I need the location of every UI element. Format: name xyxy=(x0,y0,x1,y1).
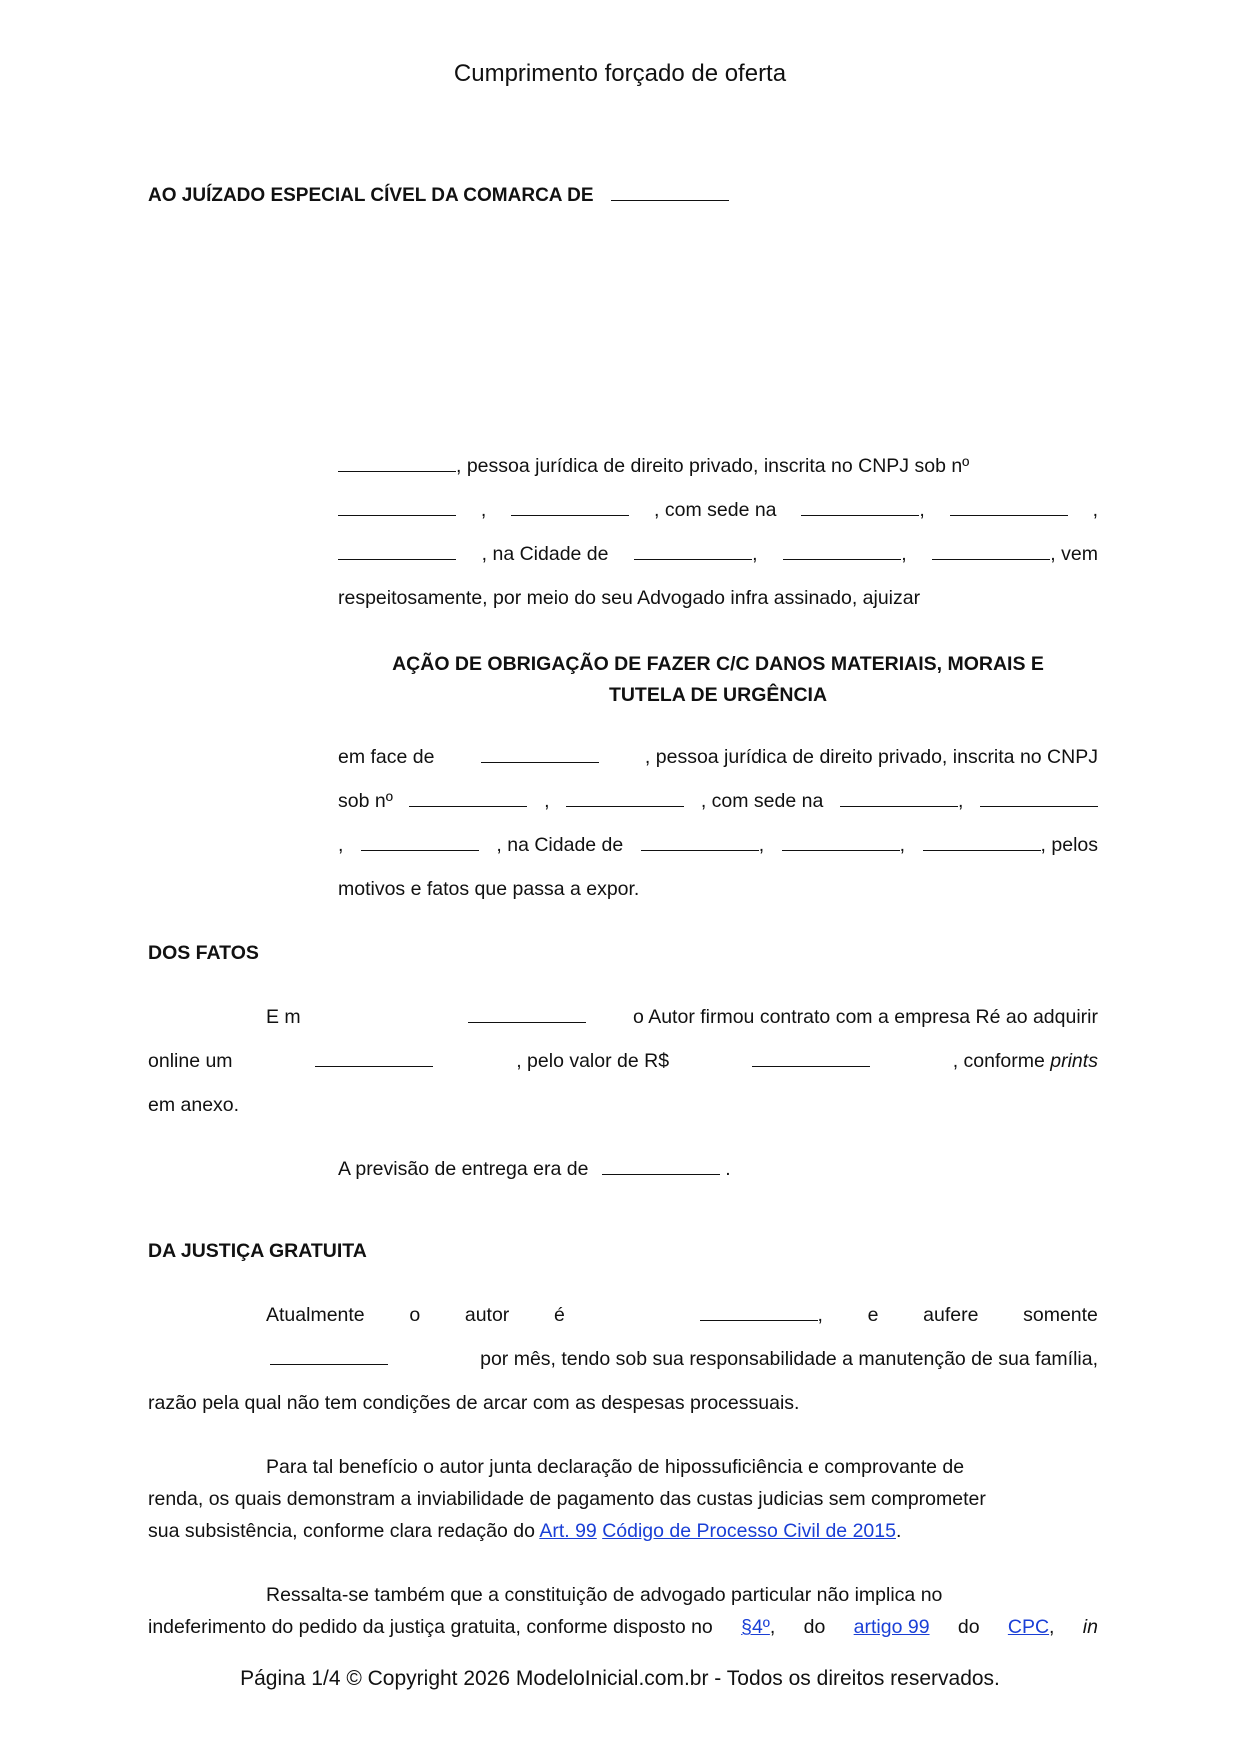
plaintiff-vem-text: , vem xyxy=(1050,543,1098,565)
defendant-sede-label: , com sede na xyxy=(700,790,824,812)
plaintiff-line-1 xyxy=(338,455,969,478)
cnpj-blank-2 xyxy=(511,501,629,516)
defendant-line-1-text: , pessoa jurídica de direito privado, inscrita no CNPJ xyxy=(644,746,1098,768)
paragraph-4-link[interactable]: §4º xyxy=(741,1616,770,1638)
justice-p2-line-3 xyxy=(148,1520,901,1543)
justice-word: somente xyxy=(1023,1304,1098,1326)
plaintiff-name-blank xyxy=(338,457,456,472)
profession-blank xyxy=(700,1306,818,1321)
facts-conforme: , conforme xyxy=(952,1050,1045,1072)
state-blank-group: , xyxy=(783,543,906,566)
action-title-line-1: AÇÃO DE OBRIGAÇÃO DE FAZER C/C DANOS MATERIAIS, MORAIS E xyxy=(392,653,1044,675)
facts-valor: , pelo valor de R$ xyxy=(516,1050,670,1072)
district-blank xyxy=(338,545,456,560)
justice-p3-line-1 xyxy=(148,1584,1098,1607)
facts-date-group xyxy=(468,1006,586,1029)
justice-in: in xyxy=(1082,1616,1098,1638)
justice-p1-line-2-text: por mês, tendo sob sua responsabilidade a manutenção de sua família, xyxy=(480,1348,1098,1370)
address-blank-group: , xyxy=(801,499,924,522)
facts-p1-line-1 xyxy=(266,1006,1098,1029)
paragraph-link-group: §4º, xyxy=(741,1616,776,1638)
address-blank xyxy=(801,501,919,516)
delivery-date-blank xyxy=(602,1160,720,1175)
facts-p1-rest: o Autor firmou contrato com a empresa Ré ao adquirir xyxy=(633,1006,1098,1028)
facts-value-blank xyxy=(752,1052,870,1067)
document-header-title: Cumprimento forçado de oferta xyxy=(453,60,787,87)
defendant-city-blank xyxy=(641,836,759,851)
facts-p2 xyxy=(338,1158,731,1181)
plaintiff-line-3 xyxy=(338,543,1098,566)
facts-product-group xyxy=(315,1050,433,1073)
section-heading-justice: DA JUSTIÇA GRATUITA xyxy=(148,1240,367,1262)
plaintiff-line-2 xyxy=(338,499,1098,522)
justice-do: do xyxy=(957,1616,980,1638)
plaintiff-line-4: respeitosamente, por meio do seu Advogado infra assinado, ajuizar xyxy=(338,587,921,609)
profession-group: , xyxy=(700,1304,823,1327)
court-heading xyxy=(148,185,729,207)
defendant-district-blank xyxy=(361,836,479,851)
defendant-state-blank xyxy=(782,836,900,851)
cpc-link-group: CPC, xyxy=(1007,1616,1055,1638)
facts-p1-line-2 xyxy=(148,1050,1098,1073)
city-blank xyxy=(634,545,752,560)
plaintiff-sede-label: , com sede na xyxy=(654,499,777,521)
facts-value-group xyxy=(752,1050,870,1073)
defendant-line-1 xyxy=(338,746,1098,769)
justice-word: Atualmente xyxy=(266,1304,365,1326)
cpc-link[interactable]: CPC xyxy=(1007,1616,1050,1638)
justice-word: e xyxy=(867,1304,879,1326)
action-title xyxy=(338,649,1098,711)
facts-p2-text: A previsão de entrega era de xyxy=(338,1158,589,1180)
section-heading-facts: DOS FATOS xyxy=(148,942,259,964)
justice-p3-line-1-text: Ressalta-se também que a constituição de advogado particular não implica no xyxy=(266,1584,943,1606)
court-heading-text: AO JUÍZADO ESPECIAL CÍVEL DA COMARCA DE xyxy=(148,185,594,206)
artigo-99-link[interactable]: artigo 99 xyxy=(853,1616,930,1638)
defendant-cidade-label: , na Cidade de xyxy=(496,834,624,856)
city-blank-group: , xyxy=(634,543,757,566)
period: . xyxy=(719,1158,731,1180)
facts-date-blank xyxy=(468,1008,586,1023)
income-blank xyxy=(270,1350,388,1365)
plaintiff-cidade-label: , na Cidade de xyxy=(481,543,609,565)
justice-do: do xyxy=(803,1616,826,1638)
justice-word: é xyxy=(553,1304,565,1326)
plaintiff-line-1-text: , pessoa jurídica de direito privado, inscrita no CNPJ sob nº xyxy=(456,455,970,477)
defendant-address-blank-2 xyxy=(980,792,1098,807)
defendant-cnpj-blank-2 xyxy=(566,792,684,807)
justice-p2-line-2: renda, os quais demonstram a inviabilidade de pagamento das custas judicias sem comprometer xyxy=(148,1488,986,1510)
cep-blank xyxy=(932,545,1050,560)
defendant-address-group: , xyxy=(840,790,963,813)
comma: , xyxy=(480,499,487,521)
justice-word: autor xyxy=(464,1304,510,1326)
justice-word: o xyxy=(409,1304,421,1326)
facts-conforme-group xyxy=(953,1050,1098,1073)
justice-p1-line-1 xyxy=(266,1304,1098,1327)
state-blank xyxy=(783,545,901,560)
comma: , xyxy=(338,834,344,856)
justice-p2-line-1 xyxy=(148,1456,1098,1479)
period: . xyxy=(895,1520,902,1542)
facts-p1-line-3: em anexo. xyxy=(148,1094,240,1116)
defendant-pelos-text: , pelos xyxy=(1040,834,1098,856)
justice-word: aufere xyxy=(923,1304,979,1326)
defendant-prefix: em face de xyxy=(338,746,435,768)
defendant-line-2 xyxy=(338,790,1098,813)
defendant-cep-blank xyxy=(923,836,1041,851)
facts-prints: prints xyxy=(1050,1050,1098,1072)
comma: , xyxy=(1092,499,1098,521)
defendant-line-4: motivos e fatos que passa a expor. xyxy=(338,878,640,900)
justice-p1-line-2 xyxy=(270,1348,1098,1371)
defendant-state-group: , xyxy=(782,834,905,857)
defendant-line-3 xyxy=(338,834,1098,857)
defendant-city-group: , xyxy=(641,834,764,857)
defendant-address-blank xyxy=(840,792,958,807)
justice-p1-line-3: razão pela qual não tem condições de arcar com as despesas processuais. xyxy=(148,1392,800,1414)
cep-blank-group xyxy=(932,543,1098,566)
comma: , xyxy=(544,790,550,812)
facts-product-blank xyxy=(315,1052,433,1067)
defendant-cnpj-blank xyxy=(409,792,527,807)
cpc-2015-link[interactable]: Código de Processo Civil de 2015 xyxy=(602,1520,896,1542)
comarca-blank xyxy=(611,186,729,201)
facts-em: E m xyxy=(266,1006,301,1028)
defendant-cnpj-label: sob nº xyxy=(338,790,393,812)
facts-online: online um xyxy=(148,1050,233,1072)
justice-p3-line-2 xyxy=(148,1616,1098,1639)
justice-p3-line-2-text: indeferimento do pedido da justiça gratuita, conforme disposto no xyxy=(148,1616,713,1638)
defendant-cep-group xyxy=(923,834,1098,857)
action-title-line-2: TUTELA DE URGÊNCIA xyxy=(608,684,828,706)
page-footer: Página 1/4 © Copyright 2026 ModeloInicial.com.br - Todos os direitos reservados. xyxy=(240,1667,1000,1690)
justice-p2-line-3-text: sua subsistência, conforme clara redação do xyxy=(148,1520,535,1542)
cnpj-blank xyxy=(338,501,456,516)
defendant-name-blank xyxy=(481,748,599,763)
address-blank-2 xyxy=(950,501,1068,516)
justice-p2-line-1-text: Para tal benefício o autor junta declaração de hipossuficiência e comprovante de xyxy=(266,1456,965,1478)
art-99-link[interactable]: Art. 99 xyxy=(539,1520,597,1542)
